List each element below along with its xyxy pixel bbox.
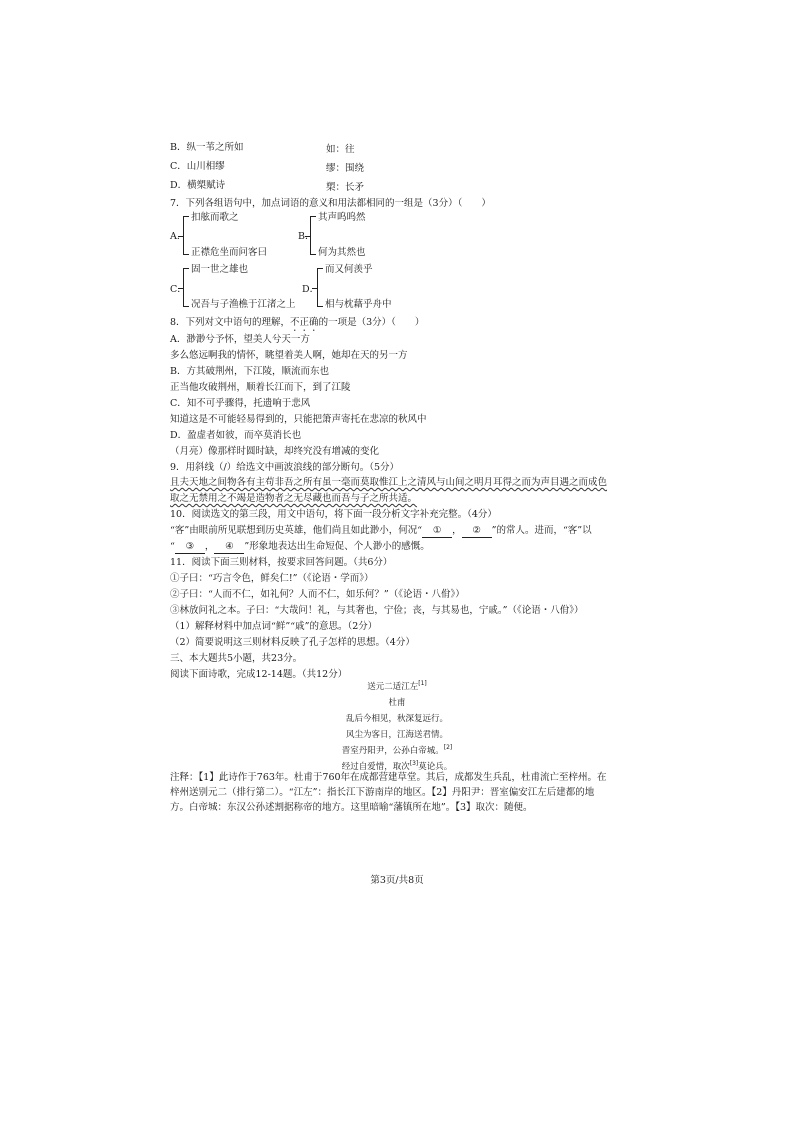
q8-line: B．方其破荆州，下江陵，顺流而东也: [170, 366, 329, 377]
q7-label-b: B．: [298, 231, 315, 242]
q8-emphasis: 不正确: [290, 317, 319, 328]
q10-blank-1: ①: [422, 524, 452, 538]
note-line-1: 注释：【1】此诗作于763年。杜甫于760年在成都营建草堂。其后，成都发生兵乱，杜甫流亡至梓州。在: [170, 772, 607, 783]
poem-line-4: 经过自爱惜，取次[3]莫论兵。: [341, 760, 453, 772]
q7-b2: 何为其然也: [318, 247, 366, 258]
q9-stem: 9．用斜线（/）给选文中画波浪线的部分断句。（5分）: [170, 462, 400, 473]
q6-gloss-d: 槊：长矛: [326, 182, 365, 193]
q7-stem: 7．下列各组语句中，加点词语的意义和用法都相同的一组是（3分）（ ）: [170, 198, 491, 209]
q7-brace-d: [317, 268, 323, 307]
page-footer: 第3页/共8页: [370, 875, 424, 886]
q7-brace-c: [183, 268, 189, 307]
q8-line: 知道这是不可能轻易得到的，只能把箫声寄托在悲凉的秋风中: [170, 414, 427, 425]
q6-gloss-b: 如：往: [326, 144, 355, 155]
q7-a2: 正襟危坐而问客曰: [191, 247, 268, 258]
q7-label-a: A．: [170, 231, 187, 242]
poem-line-1: 乱后今相见，秋深复远行。: [345, 714, 448, 724]
q7-b1: 其声呜呜然: [318, 212, 366, 223]
q8-line: D．盈虚者如彼，而卒莫消长也: [170, 430, 302, 441]
q7-a1: 扣舷而歌之: [191, 212, 239, 223]
q6-option-b: B．纵一苇之所如: [170, 142, 244, 153]
q8-line: 多么悠远啊我的情怀，眺望着美人啊，她却在天的另一方: [170, 350, 408, 361]
q7-d2: 相与枕藉乎舟中: [325, 299, 392, 310]
poem-intro: 阅读下面诗歌，完成12-14题。（共12分）: [170, 669, 348, 680]
q11-sub-2: （2）简要说明这三则材料反映了孔子怎样的思想。（4分）: [170, 637, 415, 648]
poem-title: 送元二适江左[1]: [367, 680, 427, 692]
q11-stem: 11．阅读下面三则材料，按要求回答问题。（共6分）: [170, 557, 393, 568]
note-line-2: 梓州送别元二（排行第二）。“江左”：指长江下游南岸的地区。【2】丹阳尹：晋室偏安江左后建都的地: [170, 787, 595, 798]
q7-c2: 况吾与子渔樵于江渚之上: [191, 299, 296, 310]
q11-material-2: ②子曰：“人而不仁，如礼何？人而不仁，如乐何？”（《论语・八佾》）: [170, 589, 465, 600]
poem-author: 杜甫: [388, 698, 406, 708]
q11-material-1: ①子曰：“巧言令色，鲜矣仁!”（《论语・学而》）: [170, 573, 374, 584]
q10-blank-3: ③: [175, 540, 205, 554]
q6-option-d: D．横槊赋诗: [170, 180, 226, 191]
q9-passage: 且夫天地之间物各有主苟非吾之所有虽一毫而莫取惟江上之清风与山间之明月耳得之而为声目遇之而成色: [170, 477, 608, 488]
q8-line: A．渺渺兮予怀，望美人兮天一方: [170, 334, 310, 345]
poem-line-3: 晋室丹阳尹，公孙白帝城。[2]: [341, 744, 453, 756]
q9-passage-2: 取之无禁用之不竭是造物者之无尽藏也而吾与子之所共适。: [170, 493, 418, 504]
q6-option-c: C．山川相缪: [170, 161, 225, 172]
q8-line: （月亮）像那样时圆时缺，却终究没有增减的变化: [170, 446, 380, 457]
poem-line-2: 风尘为客日，江海送君情。: [345, 730, 448, 740]
q7-c1: 固一世之雄也: [191, 264, 249, 275]
q7-label-d: D．: [302, 284, 320, 295]
q8-line: 正当他攻破荆州，顺着长江而下，到了江陵: [170, 382, 351, 393]
q7-d1: 而又何羡乎: [325, 264, 373, 275]
q10-line-2: “ ③ ， ④ ”形象地表达出生命短促、个人渺小的感慨。: [170, 541, 430, 552]
q8-line: C．知不可乎骤得，托遗响于悲风: [170, 398, 311, 409]
section-heading: 三、本大题共5小题，共23分。: [170, 653, 303, 664]
q11-material-3: ③林放问礼之本。子曰：“大哉问！礼，与其奢也，宁俭；丧，与其易也，宁戚。”（《论语・八佾》）: [170, 605, 584, 616]
q7-brace-b: [310, 216, 316, 255]
q10-blank-2: ②: [462, 524, 492, 538]
q10-line-1: “客”由眼前所见联想到历史英雄，他们尚且如此渺小，何况“ ① ， ② ”的常人。进而，“客”以: [170, 525, 592, 536]
q7-brace-a: [183, 216, 189, 255]
q11-sub-1: （1）解释材料中加点词“鲜”“戚”的意思。（2分）: [170, 621, 378, 632]
q10-stem: 10．阅读选文的第三段，用文中语句，将下面一段分析文字补充完整。（4分）: [170, 509, 497, 520]
q7-label-c: C．: [170, 284, 187, 295]
q6-gloss-c: 缪：围绕: [326, 163, 365, 174]
q10-blank-4: ④: [214, 540, 244, 554]
q8-stem: 8．下列对文中语句的理解，不正确的一项是（3分）（ ）: [170, 317, 425, 328]
note-line-3: 方。白帝城：东汉公孙述割据称帝的地方。这里暗喻“藩镇所在地”。【3】取次：随便。: [170, 802, 533, 813]
